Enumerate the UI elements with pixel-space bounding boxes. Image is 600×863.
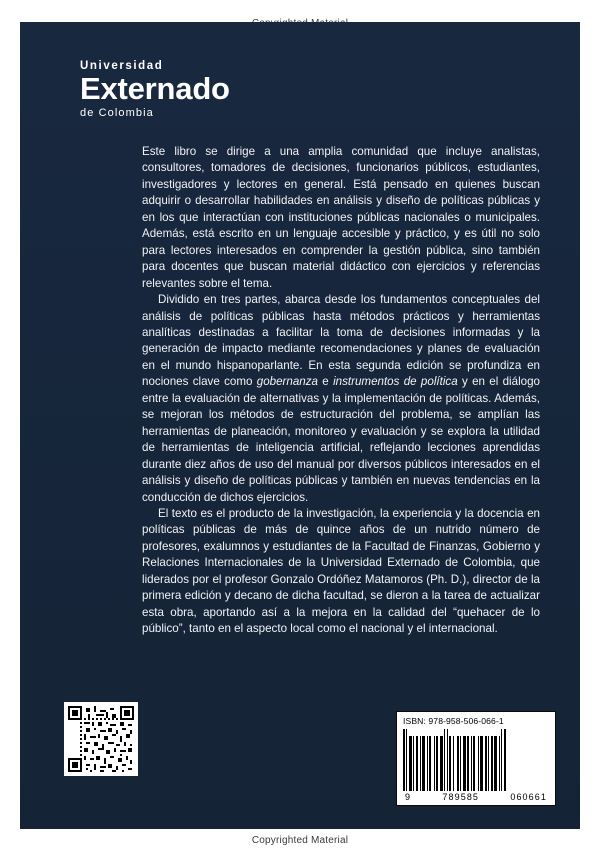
publisher-logo-line-externado: Externado — [80, 71, 230, 106]
isbn-barcode-block — [396, 711, 556, 806]
blurb-paragraph-2-part-a: Dividido en tres partes, abarca desde los fundamentos conceptuales del análisis de políticas públicas hasta métodos prácticos y herramientas analíticas destinadas a facilitar la toma de decisiones informadas y la generación de impacto mediante recomendaciones y planes de evaluación en el mundo hispanoparlante. En esta segunda edición se profundiza en nociones clave como — [142, 293, 540, 389]
barcode-digits-right: 060661 — [510, 792, 547, 802]
blurb-emphasis-gobernanza: gobernanza — [256, 375, 318, 389]
publisher-logo-line-universidad: Universidad — [80, 60, 164, 72]
barcode-digit-left: 9 — [405, 792, 412, 802]
barcode-digits-middle: 789585 — [442, 792, 480, 802]
blurb-paragraph-2-part-b: e — [318, 375, 334, 389]
isbn-label: ISBN: 978-958-506-066-1 — [403, 716, 504, 726]
blurb-paragraph-1: Este libro se dirige a una amplia comunidad que incluye analistas, consultores, tomadores de decisiones, funcionarios públicos, estudiantes, investigadores y lectores en general. Está pensado en quienes buscan adquirir o desarrollar habilidades en análisis y diseño de políticas públicas y en los que interactúan con instituciones públicas nacionales o municipales. Además, está escrito en un lenguaje accesible y práctico, y es útil no solo para lectores interesados en comprender la gestión pública, sino también para docentes que buscan material didáctico con ejercicios y referencias relevantes sobre el tema. — [142, 145, 540, 290]
barcode-bars — [403, 729, 549, 791]
publisher-logo — [80, 60, 320, 119]
blurb-emphasis-instrumentos-de-politica: instrumentos de política — [333, 375, 458, 389]
barcode-digits — [403, 791, 549, 802]
copyright-notice-bottom: Copyrighted Material — [0, 829, 600, 851]
qr-code-image — [68, 706, 134, 772]
qr-code — [64, 702, 138, 776]
publisher-logo-line-de-colombia: de Colombia — [80, 106, 154, 119]
book-back-cover — [20, 22, 580, 842]
blurb-paragraph-2 — [142, 292, 540, 506]
back-cover-blurb — [142, 144, 540, 638]
blurb-paragraph-3: El texto es el producto de la investigación, la experiencia y la docencia en políticas públicas de más de quince años de un nutrido número de profesores, exalumnos y estudiantes de la Facultad de Finanzas, Gobierno y Relaciones Internacionales de la Universidad Externado de Colombia, que liderados por el profesor Gonzalo Ordóñez Matamoros (Ph. D.), director de la primera edición y decano de dicha facultad, se dieron a la tarea de actualizar esta obra, aportando así a la mejora en la calidad del “quehacer de lo público”, tanto en el aspecto local como el nacional y el internacional. — [142, 506, 540, 636]
blurb-paragraph-2-part-c: y en el diálogo entre la evaluación de alternativas y la implementación de políticas. Además, se mejoran los métodos de estructuración del problema, se amplían las herramientas de planeación, monitoreo y evaluación y se explora la utilidad de herramientas de inteligencia artificial, reflejando lecciones aprendidas durante diez años de uso del manual por diversos públicos interesados en el análisis y diseño de políticas públicas y también en nuevas tendencias en la conducción de dichos ejercicios. — [142, 375, 540, 504]
